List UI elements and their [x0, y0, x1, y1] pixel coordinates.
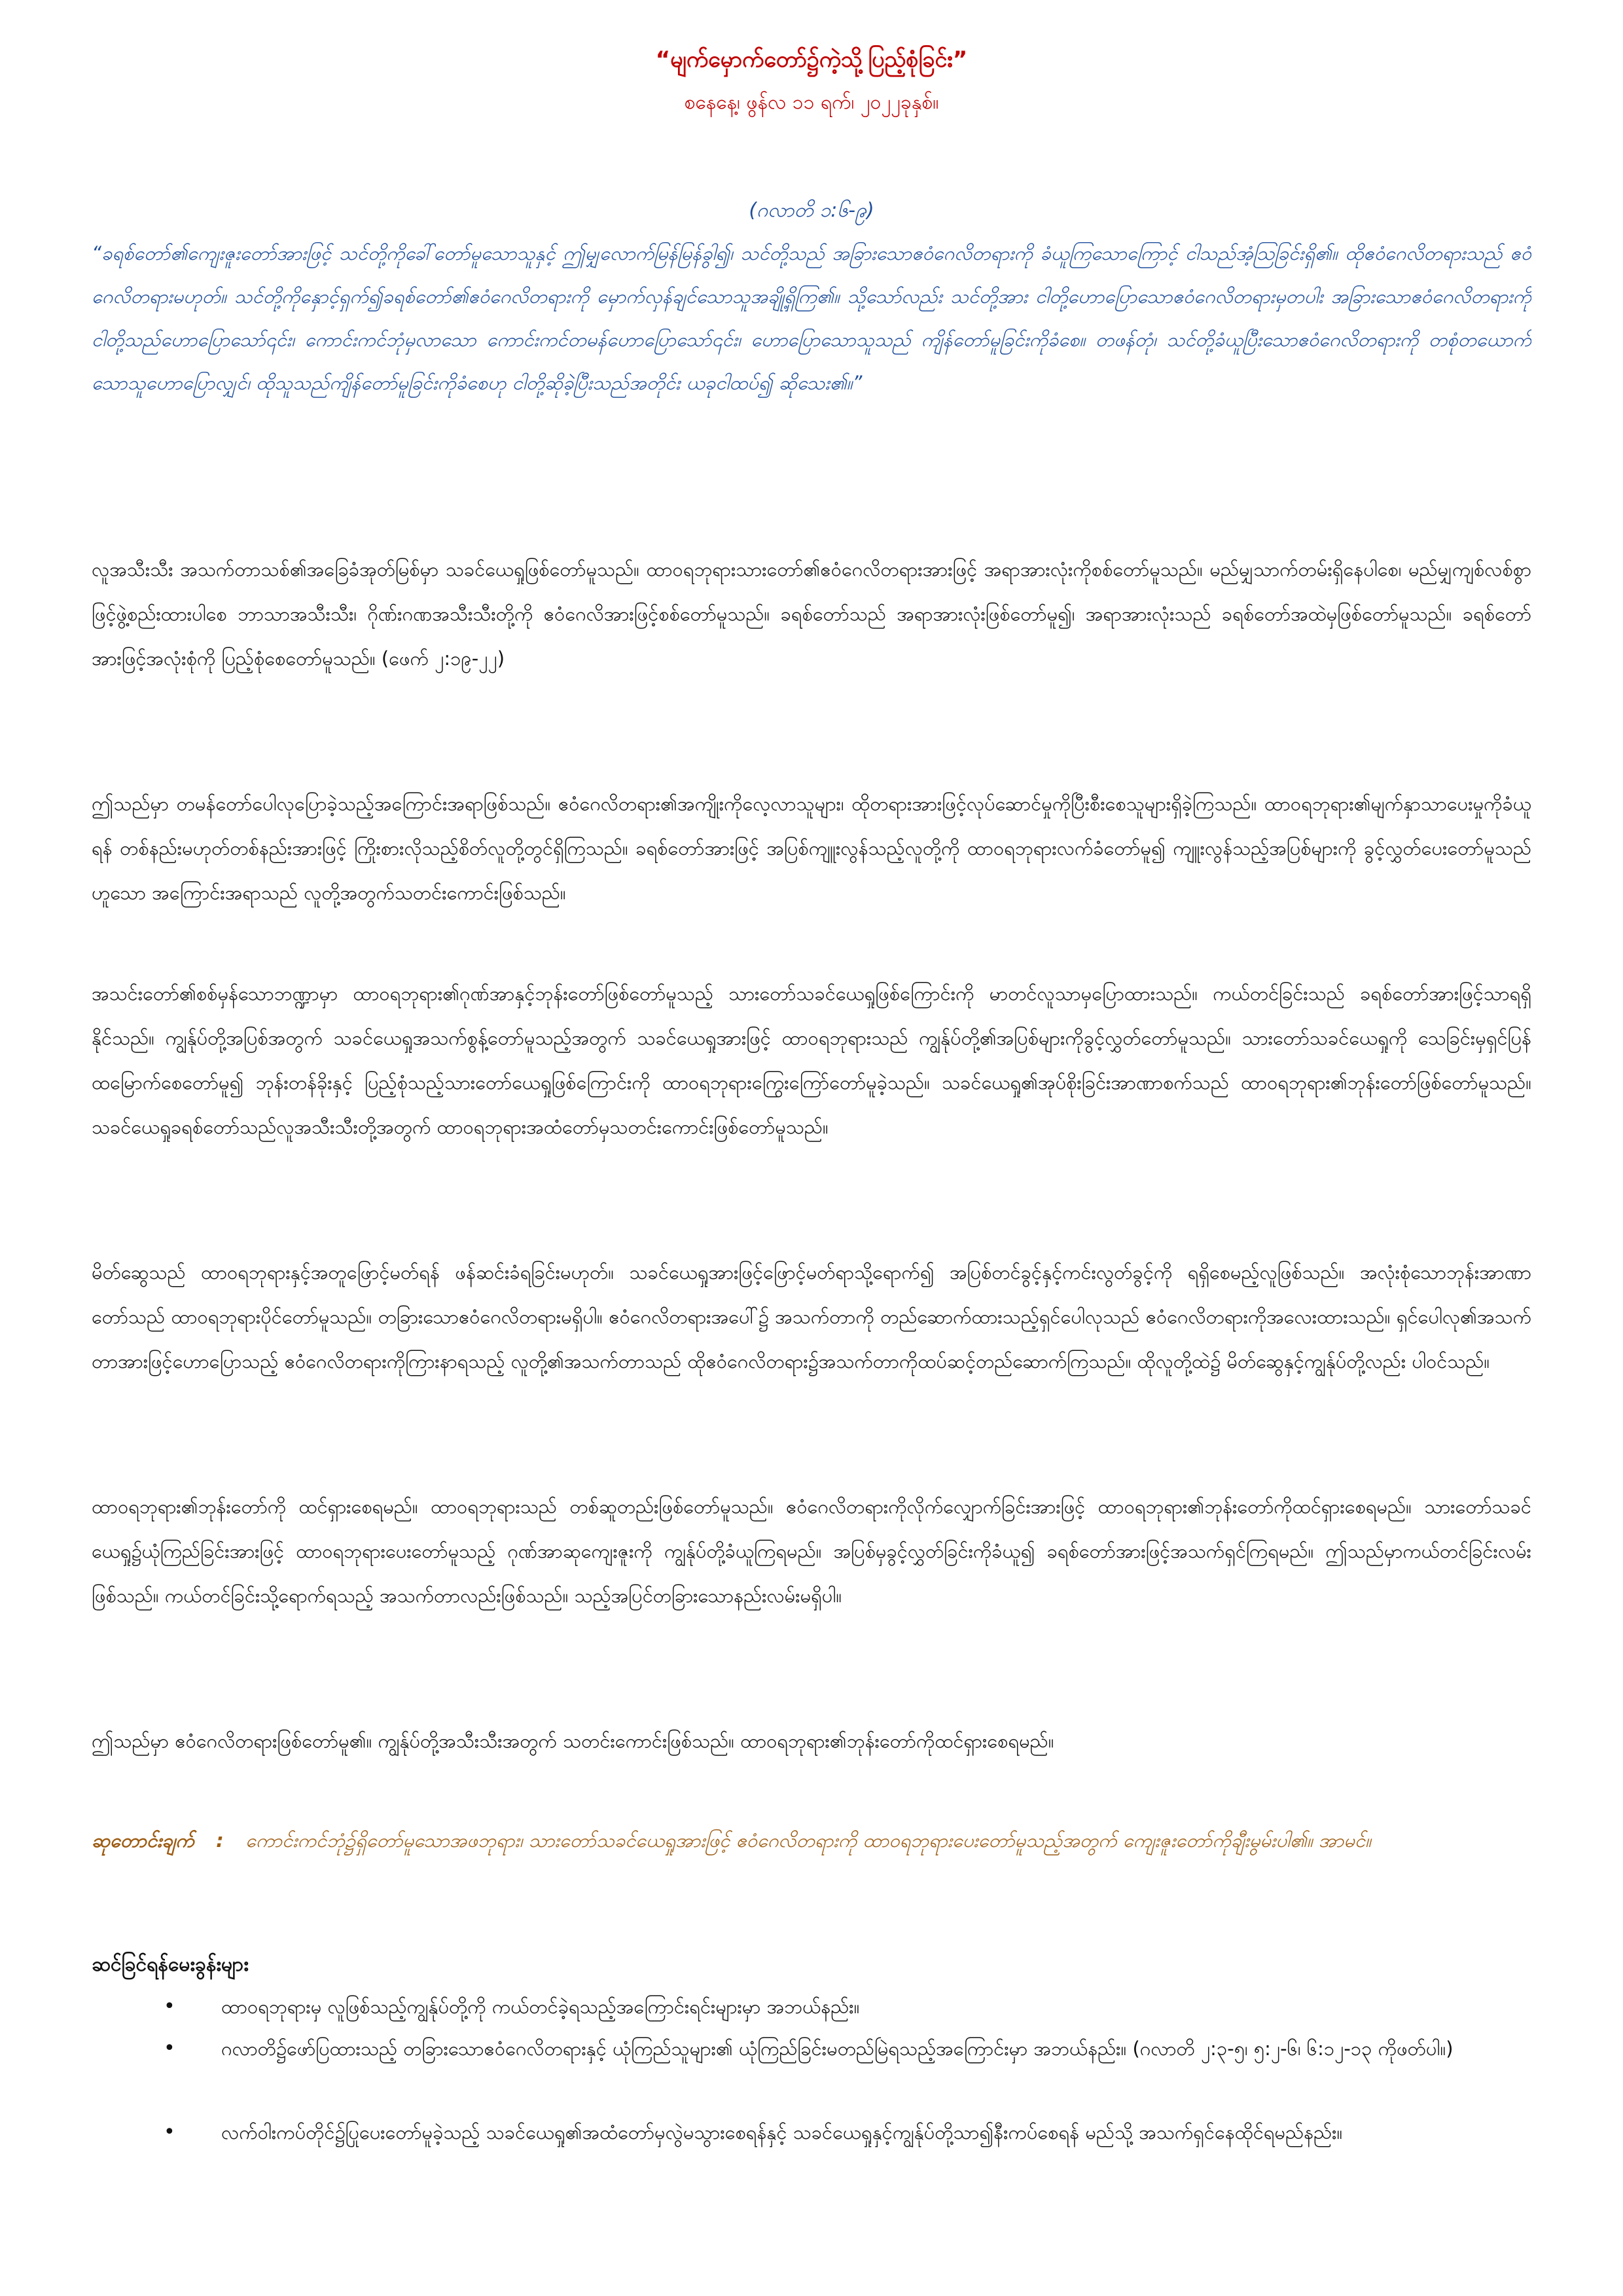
body-paragraph-5: ထာဝရဘုရား၏ဘုန်းတော်ကို ထင်ရှားစေရမည်။ ထာဝရဘုရားသည် တစ်ဆူတည်းဖြစ်တော်မူသည်။ ဧဝံဂေလိတရားကိုလိုက်လျှောက်ခြင်းအားဖြင့် ထာဝရဘုရား၏ဘုန်းတော်ကိုထင်ရှားစေရမည်။ သားတော်သခင်ယေရှု၌ယုံကြည်ခြင်းအားဖြင့် ထာဝရဘုရားပေးတော်မူသည့် ဂုဏ်အာဆုကျေးဇူးကို ကျွန်ုပ်တို့ခံယူကြရမည်။ အပြစ်မှခွင့်လွှတ်ခြင်းကိုခံယူ၍ ခရစ်တော်အားဖြင့်အသက်ရှင်ကြရမည်။ ဤသည်မှာကယ်တင်ခြင်းလမ်းဖြစ်သည်။ ကယ်တင်ခြင်းသို့ရောက်ရသည့် အသက်တာလည်းဖြစ်သည်။ သည့်အပြင်တခြားသောနည်းလမ်းမရှိပါ။ — [92, 1496, 1531, 1607]
body-paragraph-6: ဤသည်မှာ ဧဝံဂေလိတရားဖြစ်တော်မူ၏။ ကျွန်ုပ်တို့အသီးသီးအတွက် သတင်းကောင်းဖြစ်သည်။ ထာဝရဘုရား၏ဘုန်းတော်ကိုထင်ရှားစေရမည်။ — [92, 1730, 1054, 1752]
body-paragraph-3: အသင်းတော်၏စစ်မှန်သောဘဏ္ဍာမှာ ထာဝရဘုရား၏ဂုဏ်အာနှင့်ဘုန်းတော်ဖြစ်တော်မူသည့် သားတော်သခင်ယေရှုဖြစ်ကြောင်းကို မာတင်လူသာမှပြောထားသည်။ ကယ်တင်ခြင်းသည် ခရစ်တော်အားဖြင့်သာရရှိနိုင်သည်။ ကျွန်ုပ်တို့အပြစ်အတွက် သခင်ယေရှုအသက်စွန့်တော်မူသည့်အတွက် သခင်ယေရှုအားဖြင့် ထာဝရဘုရားသည် ကျွန်ုပ်တို့၏အပြစ်များကိုခွင့်လွှတ်တော်မူသည်။ သားတော်သခင်ယေရှုကို သေခြင်းမှရှင်ပြန်ထမြောက်စေတော်မူ၍ ဘုန်းတန်ခိုးနှင့် ပြည့်စုံသည့်သားတော်ယေရှုဖြစ်ကြောင်းကို ထာဝရဘုရားကြွေးကြော်တော်မူခဲ့သည်။ သခင်ယေရှု၏အုပ်စိုးခြင်းအာဏာစက်သည် ထာဝရဘုရား၏ဘုန်းတော်ဖြစ်တော်မူသည်။ သခင်ယေရှုခရစ်တော်သည်လူအသီးသီးတို့အတွက် ထာဝရဘုရားအထံတော်မှသတင်းကောင်းဖြစ်တော်မူသည်။ — [92, 982, 1531, 1138]
bullet-icon: • — [164, 2037, 175, 2060]
prayer-separator: : — [216, 1829, 224, 1852]
body-paragraph-2: ဤသည်မှာ တမန်တော်ပေါလုပြောခဲ့သည့်အကြောင်းအရာဖြစ်သည်။ ဧဝံဂေလိတရား၏အကျိုးကိုလေ့လာသူများ၊ ထိုတရားအားဖြင့်လုပ်ဆောင်မှုကိုပြီးစီးစေသူများရှိခဲ့ကြသည်။ ထာဝရဘုရား၏မျက်နှာသာပေးမှုကိုခံယူရန် တစ်နည်းမဟုတ်တစ်နည်းအားဖြင့် ကြိုးစားလိုသည့်စိတ်လူတို့တွင်ရှိကြသည်။ ခရစ်တော်အားဖြင့် အပြစ်ကျူးလွန်သည့်လူတို့ကို ထာဝရဘုရားလက်ခံတော်မူ၍ ကျူးလွန်သည့်အပြစ်များကို ခွင့်လွှတ်ပေးတော်မူသည်ဟူသော အကြောင်းအရာသည် လူတို့အတွက်သတင်းကောင်းဖြစ်သည်။ — [92, 793, 1531, 904]
list-item — [92, 2111, 1531, 2195]
question-text-1: ထာဝရဘုရားမှ လူဖြစ်သည့်ကျွန်ုပ်တို့ကို ကယ်တင်ခဲ့ရသည့်အကြောင်းရင်းများမှာ အဘယ်နည်း။ — [221, 1996, 860, 2018]
reflection-questions-list — [92, 1986, 1531, 2195]
prayer-text: ကောင်းကင်ဘုံ၌ရှိတော်မူသောအဖဘုရား၊ သားတော်သခင်ယေရှုအားဖြင့် ဧဝံဂေလိတရားကို ထာဝရဘုရားပေးတော်မူသည့်အတွက် ကျေးဇူးတော်ကိုချီးမွမ်းပါ၏။ အာမင်။ — [245, 1829, 1371, 1852]
prayer-label: ဆုတောင်းချက် — [92, 1829, 194, 1852]
question-text-2: ဂလာတိ၌ဖော်ပြထားသည့် တခြားသောဧဝံဂေလိတရားနှင့် ယုံကြည်သူများ၏ ယုံကြည်ခြင်းမတည်မြဲရသည့်အကြောင်းမှာ အဘယ်နည်း။ (ဂလာတိ ၂:၃-၅၊ ၅:၂-၆၊ ၆:၁၂-၁၃ ကိုဖတ်ပါ။) — [221, 2037, 1454, 2060]
list-item — [92, 1986, 1531, 2028]
question-text-3: လက်ဝါးကပ်တိုင်၌ပြုပေးတော်မူခဲ့သည့် သခင်ယေရှု၏အထံတော်မှလွဲမသွားစေရန်နှင့် သခင်ယေရှုနှင့်ကျွန်ုပ်တို့သာ၍နီးကပ်စေရန် မည်သို့ အသက်ရှင်နေထိုင်ရမည်နည်း။ — [221, 2121, 1343, 2144]
page-title: “မျက်မှောက်တော်၌ကဲ့သို့ပြည့်စုံခြင်း” — [655, 46, 968, 73]
date-line: စနေနေ့၊ ဖွန်လ ၁၁ ရက်၊ ၂၀၂၂ခုနှစ်။ — [684, 91, 939, 114]
scripture-reference: (ဂလာတိ ၁:၆-၉) — [749, 199, 874, 222]
list-item — [92, 2028, 1531, 2111]
body-paragraph-4: မိတ်ဆွေသည် ထာဝရဘုရားနှင့်အတူဖြောင့်မတ်ရန် ဖန်ဆင်းခံရခြင်းမဟုတ်။ သခင်ယေရှုအားဖြင့်ဖြောင့်မတ်ရာသို့ရောက်၍ အပြစ်တင်ခွင့်နှင့်ကင်းလွတ်ခွင့်ကို ရရှိစေမည့်လူဖြစ်သည်။ အလုံးစုံသောဘုန်းအာဏာတော်သည် ထာဝရဘုရားပိုင်တော်မူသည်။ တခြားသောဧဝံဂေလိတရားမရှိပါ။ ဧဝံဂေလိတရားအပေါ်၌ အသက်တာကို တည်ဆောက်ထားသည့်ရှင်ပေါလုသည် ဧဝံဂေလိတရားကိုအလေးထားသည်။ ရှင်ပေါလု၏အသက်တာအားဖြင့်ဟောပြောသည့် ဧဝံဂေလိတရားကိုကြားနာရသည့် လူတို့၏အသက်တာသည် ထိုဧဝံဂေလိတရား၌အသက်တာကိုထပ်ဆင့်တည်ဆောက်ကြသည်။ ထိုလူတို့ထဲ၌ မိတ်ဆွေနှင့်ကျွန်ုပ်တို့လည်း ပါဝင်သည်။ — [92, 1261, 1531, 1372]
devotional-page — [92, 37, 1531, 2275]
scripture-quote: “ခရစ်တော်၏ကျေးဇူးတော်အားဖြင့် သင်တို့ကိုခေါ်တော်မူသောသူနှင့် ဤမျှလောက်မြန်မြန်ခွါ၍၊ သင်တို့သည် အခြားသောဧဝံဂေလိတရားကို ခံယူကြသောကြောင့် ငါသည်အံ့ဩခြင်းရှိ၏။ ထိုဧဝံဂေလိတရားသည် ဧဝံဂေလိတရားမဟုတ်။ သင်တို့ကိုနှောင့်ရှက်၍ခရစ်တော်၏ဧဝံဂေလိတရားကို မှောက်လှန်ချင်သောသူအချို့ရှိကြ၏။ သို့သော်လည်း သင်တို့အား ငါတို့ဟောပြောသောဧဝံဂေလိတရားမှတပါး အခြားသောဧဝံဂေလိတရားကို ငါတို့သည်ဟောပြောသော်၎င်း၊ ကောင်းကင်ဘုံမှလာသော ကောင်းကင်တမန်ဟောပြောသော်၎င်း၊ ဟောပြောသောသူသည် ကျိန်တော်မူခြင်းကိုခံစေ။ တဖန်တုံ၊ သင်တို့ခံယူပြီးသောဧဝံဂေလိတရားကို တစုံတယောက်သောသူဟောပြောလျှင်၊ ထိုသူသည်ကျိန်တော်မူခြင်းကိုခံစေဟု ငါတို့ဆိုခဲ့ပြီးသည်အတိုင်း ယခုငါထပ်၍ ဆိုသေး၏။” — [92, 242, 1531, 394]
bullet-icon: • — [164, 1995, 175, 2018]
bullet-icon: • — [164, 2121, 175, 2144]
closing-prayer — [92, 1820, 1531, 1905]
reflection-questions-heading: ဆင်ခြင်ရန်မေးခွန်းများ — [92, 1953, 249, 1976]
body-paragraph-1: လူအသီးသီး အသက်တာသစ်၏အခြေခံအုတ်မြစ်မှာ သခင်ယေရှုဖြစ်တော်မူသည်။ ထာဝရဘုရားသားတော်၏ဧဝံဂေလိတရားအားဖြင့် အရာအားလုံးကိုစစ်တော်မူသည်။ မည်မျှသာက်တမ်းရှိနေပါစေ၊ မည်မျှကျစ်လစ်စွာဖြင့်ဖွဲ့စည်းထားပါစေ ဘာသာအသီးသီး၊ ဂိုဏ်းဂဏအသီးသီးတို့ကို ဧဝံဂေလိအားဖြင့်စစ်တော်မူသည်။ ခရစ်တော်သည် အရာအားလုံးဖြစ်တော်မူ၍၊ အရာအားလုံးသည် ခရစ်တော်အထဲမှဖြစ်တော်မူသည်။ ခရစ်တော်အားဖြင့်အလုံးစုံကို ပြည့်စုံစေတော်မူသည်။ (ဖေက် ၂:၁၉-၂၂) — [92, 558, 1531, 670]
